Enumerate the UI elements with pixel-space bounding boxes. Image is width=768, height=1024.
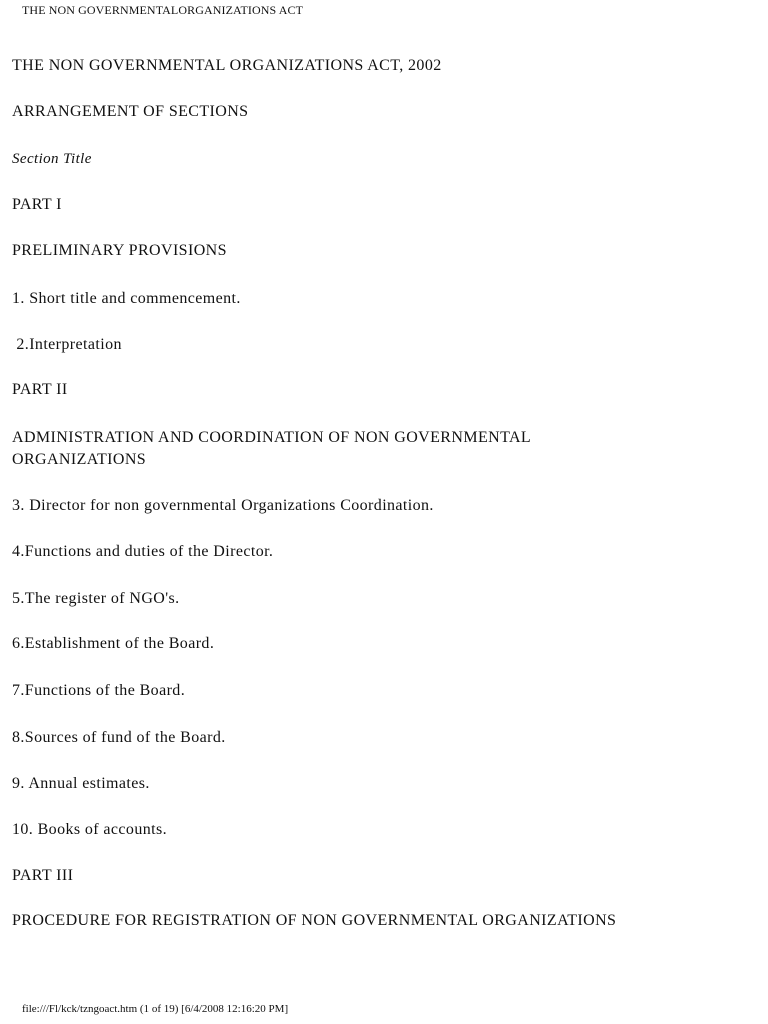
part-2-heading: ADMINISTRATION AND COORDINATION OF NON GOVERNMENTAL ORGANIZATIONS [12, 429, 531, 468]
running-header: THE NON GOVERNMENTALORGANIZATIONS ACT [22, 3, 304, 17]
section-item-8: 8.Sources of fund of the Board. [12, 729, 226, 746]
document-title: THE NON GOVERNMENTAL ORGANIZATIONS ACT, 2002 [12, 57, 442, 74]
part-3-label: PART III [12, 867, 74, 884]
arrangement-heading: ARRANGEMENT OF SECTIONS [12, 103, 249, 120]
part-2-label: PART II [12, 381, 68, 398]
part-3-heading: PROCEDURE FOR REGISTRATION OF NON GOVERNMENTAL ORGANIZATIONS [12, 912, 617, 929]
section-item-4: 4.Functions and duties of the Director. [12, 543, 274, 560]
source-footer: file:///Fl/kck/tzngoact.htm (1 of 19) [6/4/2008 12:16:20 PM] [22, 1003, 289, 1015]
section-item-5: 5.The register of NGO's. [12, 590, 180, 607]
section-item-9: 9. Annual estimates. [12, 775, 150, 792]
section-item-10: 10. Books of accounts. [12, 821, 168, 838]
part-1-label: PART I [12, 196, 62, 213]
section-title-label: Section Title [12, 151, 92, 167]
section-item-3: 3. Director for non governmental Organizations Coordination. [12, 497, 434, 514]
section-item-2: 2.Interpretation [12, 336, 122, 353]
section-item-1: 1. Short title and commencement. [12, 290, 241, 307]
part-1-heading: PRELIMINARY PROVISIONS [12, 242, 227, 259]
section-item-6: 6.Establishment of the Board. [12, 635, 215, 652]
section-item-7: 7.Functions of the Board. [12, 682, 186, 699]
